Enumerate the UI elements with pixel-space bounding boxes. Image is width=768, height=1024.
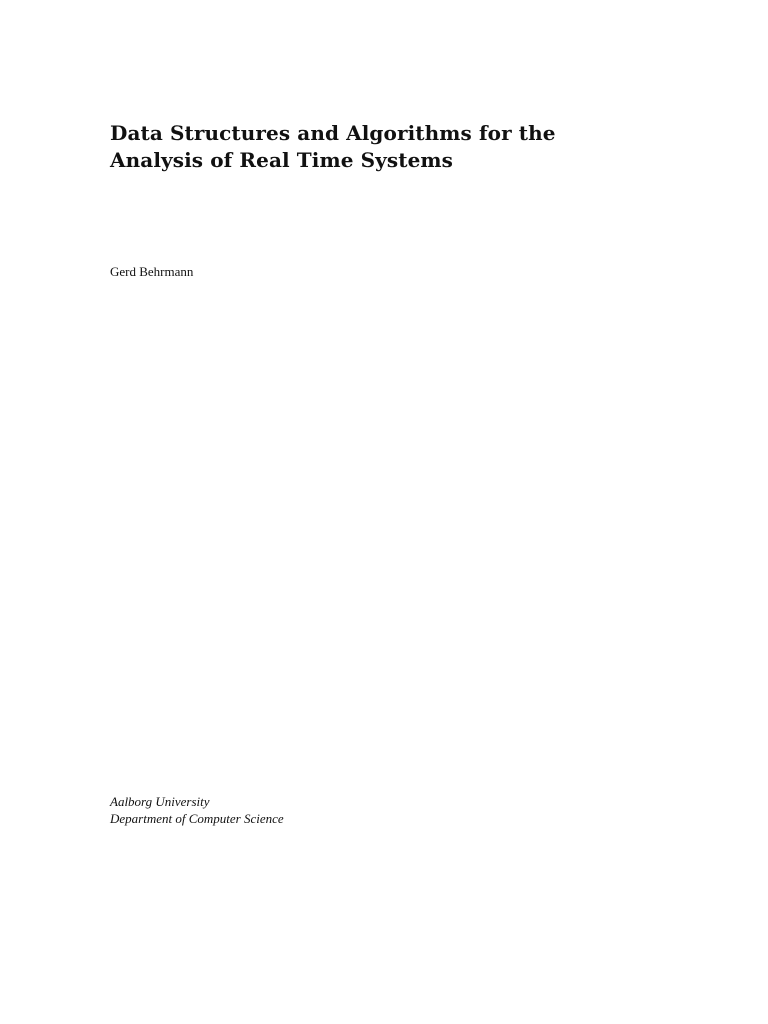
document-title <box>110 120 670 174</box>
department-name: Department of Computer Science <box>110 811 284 826</box>
affiliation-block <box>110 793 284 827</box>
author-name: Gerd Behrmann <box>110 264 194 279</box>
university-name: Aalborg University <box>110 794 210 809</box>
title-line-2: Analysis of Real Time Systems <box>110 148 454 172</box>
title-line-1: Data Structures and Algorithms for the <box>110 121 556 145</box>
